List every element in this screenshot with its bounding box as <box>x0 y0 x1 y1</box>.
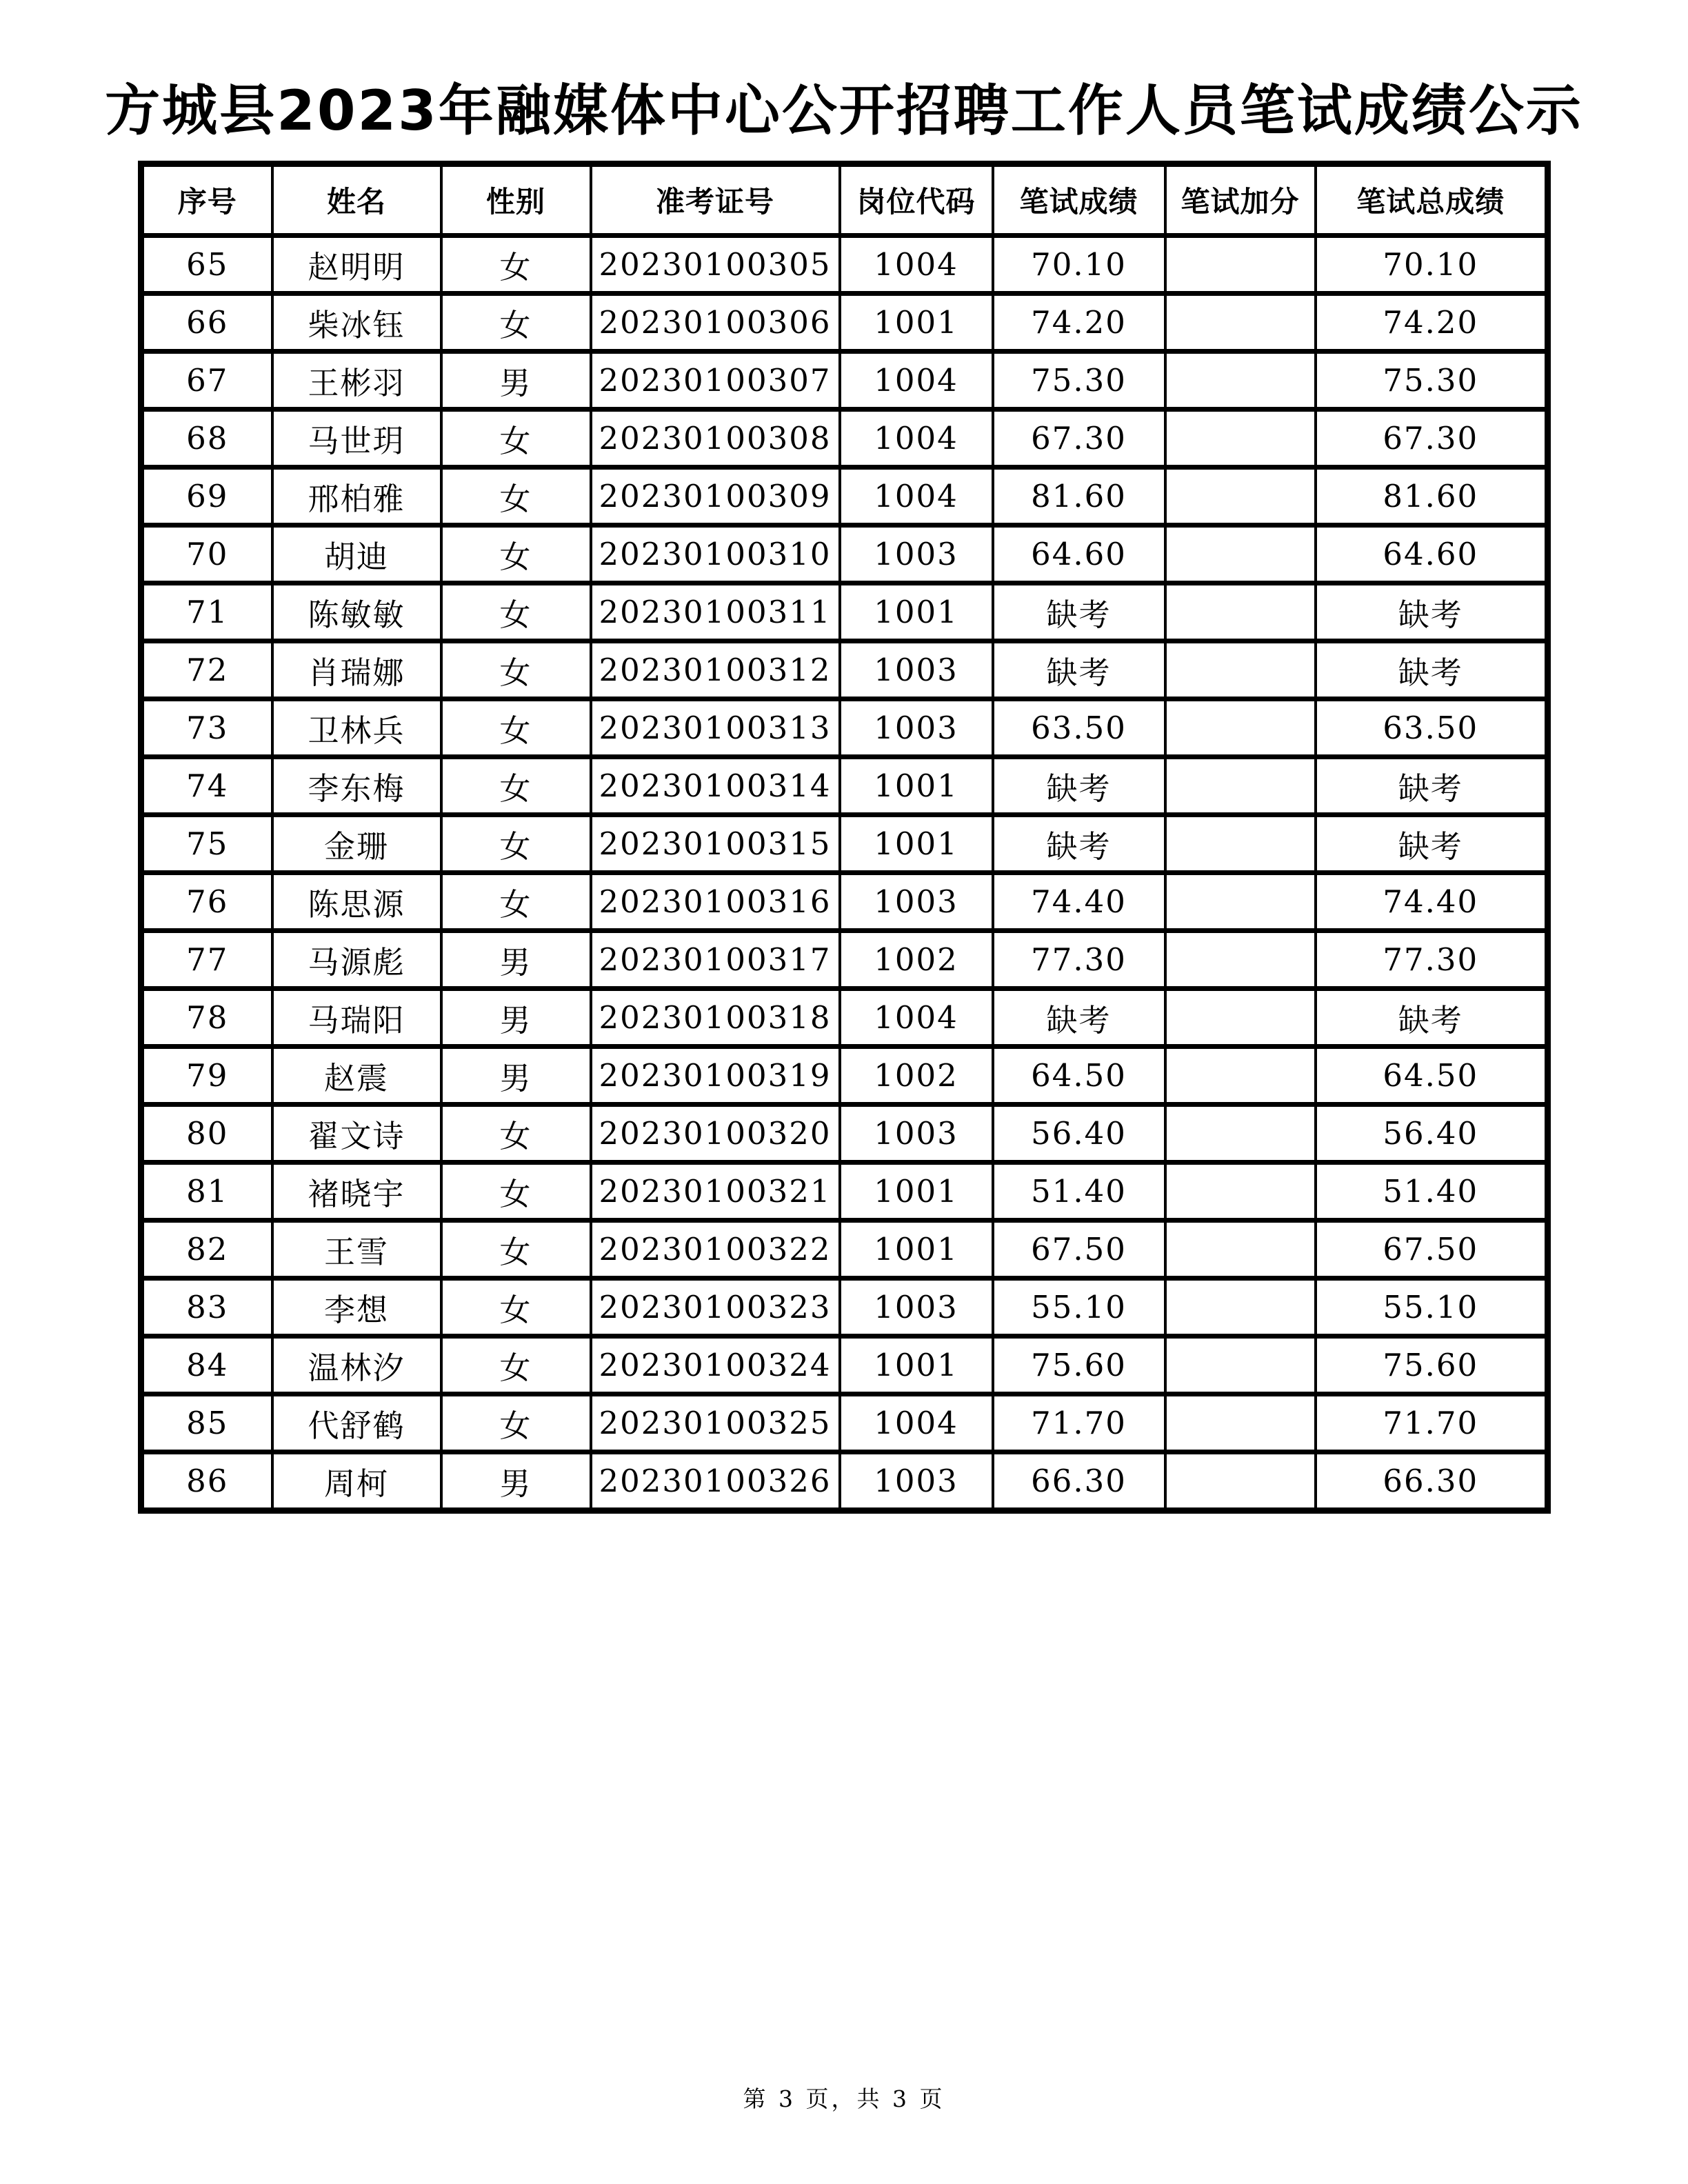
cell-bonus-points <box>1165 1221 1316 1279</box>
cell-index: 76 <box>141 873 272 931</box>
cell-gender: 女 <box>441 641 591 699</box>
cell-written-score: 75.30 <box>993 352 1165 410</box>
cell-name: 代舒鹤 <box>272 1394 441 1452</box>
cell-total-score: 缺考 <box>1316 641 1548 699</box>
cell-position-code: 1004 <box>840 468 993 525</box>
table-row <box>141 583 1548 641</box>
cell-position-code: 1003 <box>840 1105 993 1163</box>
cell-written-score: 63.50 <box>993 699 1165 757</box>
cell-gender: 女 <box>441 1279 591 1336</box>
cell-ticket-number: 20230100307 <box>591 352 840 410</box>
cell-bonus-points <box>1165 1105 1316 1163</box>
table-row <box>141 294 1548 352</box>
cell-index: 71 <box>141 583 272 641</box>
cell-bonus-points <box>1165 1047 1316 1105</box>
cell-bonus-points <box>1165 583 1316 641</box>
cell-gender: 女 <box>441 757 591 815</box>
table-row <box>141 410 1548 468</box>
cell-name: 肖瑞娜 <box>272 641 441 699</box>
cell-index: 78 <box>141 989 272 1047</box>
cell-total-score: 64.60 <box>1316 525 1548 583</box>
cell-position-code: 1003 <box>840 1452 993 1511</box>
cell-name: 李想 <box>272 1279 441 1336</box>
table-row <box>141 236 1548 294</box>
cell-bonus-points <box>1165 757 1316 815</box>
cell-position-code: 1003 <box>840 525 993 583</box>
cell-bonus-points <box>1165 641 1316 699</box>
column-header-written-score: 笔试成绩 <box>993 164 1165 236</box>
table-row <box>141 1047 1548 1105</box>
cell-gender: 女 <box>441 1394 591 1452</box>
cell-bonus-points <box>1165 815 1316 873</box>
cell-index: 67 <box>141 352 272 410</box>
table-row <box>141 873 1548 931</box>
cell-index: 83 <box>141 1279 272 1336</box>
table-row <box>141 1279 1548 1336</box>
cell-name: 王彬羽 <box>272 352 441 410</box>
cell-written-score: 75.60 <box>993 1336 1165 1394</box>
cell-ticket-number: 20230100325 <box>591 1394 840 1452</box>
cell-gender: 男 <box>441 1452 591 1511</box>
cell-gender: 男 <box>441 931 591 989</box>
cell-name: 马源彪 <box>272 931 441 989</box>
cell-gender: 男 <box>441 1047 591 1105</box>
cell-total-score: 67.30 <box>1316 410 1548 468</box>
cell-name: 赵明明 <box>272 236 441 294</box>
cell-ticket-number: 20230100317 <box>591 931 840 989</box>
cell-written-score: 71.70 <box>993 1394 1165 1452</box>
cell-written-score: 74.20 <box>993 294 1165 352</box>
cell-position-code: 1001 <box>840 1221 993 1279</box>
cell-total-score: 64.50 <box>1316 1047 1548 1105</box>
cell-position-code: 1003 <box>840 873 993 931</box>
cell-position-code: 1001 <box>840 1163 993 1221</box>
table-body <box>141 236 1548 1511</box>
cell-name: 马世玥 <box>272 410 441 468</box>
cell-position-code: 1004 <box>840 236 993 294</box>
cell-ticket-number: 20230100326 <box>591 1452 840 1511</box>
cell-gender: 女 <box>441 236 591 294</box>
cell-total-score: 67.50 <box>1316 1221 1548 1279</box>
cell-position-code: 1002 <box>840 1047 993 1105</box>
cell-ticket-number: 20230100305 <box>591 236 840 294</box>
cell-total-score: 77.30 <box>1316 931 1548 989</box>
cell-name: 胡迪 <box>272 525 441 583</box>
cell-total-score: 51.40 <box>1316 1163 1548 1221</box>
cell-name: 金珊 <box>272 815 441 873</box>
cell-bonus-points <box>1165 873 1316 931</box>
page-title: 方城县2023年融媒体中心公开招聘工作人员笔试成绩公示 <box>105 78 1583 143</box>
cell-ticket-number: 20230100316 <box>591 873 840 931</box>
cell-total-score: 75.60 <box>1316 1336 1548 1394</box>
table-row <box>141 699 1548 757</box>
cell-total-score: 缺考 <box>1316 583 1548 641</box>
cell-position-code: 1001 <box>840 583 993 641</box>
cell-bonus-points <box>1165 525 1316 583</box>
cell-index: 73 <box>141 699 272 757</box>
cell-position-code: 1001 <box>840 757 993 815</box>
cell-bonus-points <box>1165 699 1316 757</box>
table-row <box>141 1105 1548 1163</box>
cell-gender: 女 <box>441 468 591 525</box>
cell-name: 周柯 <box>272 1452 441 1511</box>
cell-index: 70 <box>141 525 272 583</box>
cell-name: 柴冰钰 <box>272 294 441 352</box>
column-header-index: 序号 <box>141 164 272 236</box>
table-row <box>141 468 1548 525</box>
cell-total-score: 70.10 <box>1316 236 1548 294</box>
cell-total-score: 缺考 <box>1316 989 1548 1047</box>
cell-total-score: 56.40 <box>1316 1105 1548 1163</box>
cell-bonus-points <box>1165 1336 1316 1394</box>
column-header-position-code: 岗位代码 <box>840 164 993 236</box>
table-row <box>141 641 1548 699</box>
cell-bonus-points <box>1165 410 1316 468</box>
table-row <box>141 989 1548 1047</box>
cell-ticket-number: 20230100309 <box>591 468 840 525</box>
cell-bonus-points <box>1165 294 1316 352</box>
cell-index: 81 <box>141 1163 272 1221</box>
cell-position-code: 1004 <box>840 410 993 468</box>
cell-index: 68 <box>141 410 272 468</box>
cell-position-code: 1004 <box>840 1394 993 1452</box>
cell-position-code: 1004 <box>840 989 993 1047</box>
table-row <box>141 931 1548 989</box>
cell-name: 翟文诗 <box>272 1105 441 1163</box>
cell-written-score: 81.60 <box>993 468 1165 525</box>
cell-gender: 女 <box>441 873 591 931</box>
table-header-row <box>141 164 1548 236</box>
table-row <box>141 1394 1548 1452</box>
column-header-ticket-number: 准考证号 <box>591 164 840 236</box>
cell-position-code: 1001 <box>840 815 993 873</box>
cell-bonus-points <box>1165 1394 1316 1452</box>
cell-name: 邢柏雅 <box>272 468 441 525</box>
cell-index: 84 <box>141 1336 272 1394</box>
cell-gender: 女 <box>441 583 591 641</box>
cell-total-score: 75.30 <box>1316 352 1548 410</box>
cell-written-score: 缺考 <box>993 583 1165 641</box>
cell-ticket-number: 20230100318 <box>591 989 840 1047</box>
cell-written-score: 55.10 <box>993 1279 1165 1336</box>
cell-name: 王雪 <box>272 1221 441 1279</box>
cell-ticket-number: 20230100322 <box>591 1221 840 1279</box>
cell-name: 陈思源 <box>272 873 441 931</box>
cell-name: 陈敏敏 <box>272 583 441 641</box>
page-number-footer: 第 3 页，共 3 页 <box>743 2085 945 2112</box>
cell-gender: 女 <box>441 1221 591 1279</box>
cell-written-score: 缺考 <box>993 757 1165 815</box>
cell-written-score: 64.50 <box>993 1047 1165 1105</box>
cell-total-score: 74.40 <box>1316 873 1548 931</box>
cell-index: 86 <box>141 1452 272 1511</box>
cell-ticket-number: 20230100310 <box>591 525 840 583</box>
cell-written-score: 64.60 <box>993 525 1165 583</box>
table-row <box>141 1221 1548 1279</box>
cell-gender: 男 <box>441 989 591 1047</box>
cell-total-score: 66.30 <box>1316 1452 1548 1511</box>
score-table <box>138 161 1551 1514</box>
cell-bonus-points <box>1165 1452 1316 1511</box>
cell-written-score: 74.40 <box>993 873 1165 931</box>
cell-total-score: 55.10 <box>1316 1279 1548 1336</box>
column-header-name: 姓名 <box>272 164 441 236</box>
column-header-total-score: 笔试总成绩 <box>1316 164 1548 236</box>
cell-gender: 男 <box>441 352 591 410</box>
cell-bonus-points <box>1165 1163 1316 1221</box>
table-row <box>141 1452 1548 1511</box>
cell-gender: 女 <box>441 1163 591 1221</box>
cell-gender: 女 <box>441 815 591 873</box>
cell-ticket-number: 20230100312 <box>591 641 840 699</box>
cell-index: 82 <box>141 1221 272 1279</box>
cell-index: 85 <box>141 1394 272 1452</box>
cell-position-code: 1001 <box>840 294 993 352</box>
cell-bonus-points <box>1165 468 1316 525</box>
cell-gender: 女 <box>441 1336 591 1394</box>
cell-gender: 女 <box>441 294 591 352</box>
table-row <box>141 1336 1548 1394</box>
cell-written-score: 缺考 <box>993 989 1165 1047</box>
cell-ticket-number: 20230100311 <box>591 583 840 641</box>
cell-written-score: 66.30 <box>993 1452 1165 1511</box>
cell-bonus-points <box>1165 352 1316 410</box>
cell-index: 77 <box>141 931 272 989</box>
cell-written-score: 67.50 <box>993 1221 1165 1279</box>
cell-total-score: 74.20 <box>1316 294 1548 352</box>
cell-written-score: 缺考 <box>993 815 1165 873</box>
cell-ticket-number: 20230100315 <box>591 815 840 873</box>
table-row <box>141 525 1548 583</box>
table-row <box>141 757 1548 815</box>
cell-position-code: 1002 <box>840 931 993 989</box>
cell-ticket-number: 20230100306 <box>591 294 840 352</box>
cell-ticket-number: 20230100314 <box>591 757 840 815</box>
cell-position-code: 1003 <box>840 641 993 699</box>
cell-index: 75 <box>141 815 272 873</box>
cell-ticket-number: 20230100320 <box>591 1105 840 1163</box>
cell-gender: 女 <box>441 1105 591 1163</box>
cell-written-score: 56.40 <box>993 1105 1165 1163</box>
cell-written-score: 70.10 <box>993 236 1165 294</box>
column-header-bonus-points: 笔试加分 <box>1165 164 1316 236</box>
cell-index: 66 <box>141 294 272 352</box>
cell-total-score: 63.50 <box>1316 699 1548 757</box>
cell-name: 褚晓宇 <box>272 1163 441 1221</box>
cell-name: 温林汐 <box>272 1336 441 1394</box>
cell-ticket-number: 20230100323 <box>591 1279 840 1336</box>
cell-bonus-points <box>1165 931 1316 989</box>
cell-position-code: 1001 <box>840 1336 993 1394</box>
cell-position-code: 1003 <box>840 1279 993 1336</box>
cell-index: 80 <box>141 1105 272 1163</box>
cell-gender: 女 <box>441 525 591 583</box>
cell-written-score: 51.40 <box>993 1163 1165 1221</box>
cell-written-score: 67.30 <box>993 410 1165 468</box>
cell-total-score: 缺考 <box>1316 815 1548 873</box>
cell-bonus-points <box>1165 236 1316 294</box>
table-row <box>141 352 1548 410</box>
cell-name: 赵震 <box>272 1047 441 1105</box>
table-header <box>141 164 1548 236</box>
cell-ticket-number: 20230100324 <box>591 1336 840 1394</box>
cell-index: 65 <box>141 236 272 294</box>
cell-bonus-points <box>1165 989 1316 1047</box>
column-header-gender: 性别 <box>441 164 591 236</box>
cell-bonus-points <box>1165 1279 1316 1336</box>
cell-written-score: 缺考 <box>993 641 1165 699</box>
cell-name: 卫林兵 <box>272 699 441 757</box>
cell-gender: 女 <box>441 410 591 468</box>
cell-index: 69 <box>141 468 272 525</box>
cell-total-score: 81.60 <box>1316 468 1548 525</box>
cell-index: 72 <box>141 641 272 699</box>
cell-ticket-number: 20230100313 <box>591 699 840 757</box>
cell-gender: 女 <box>441 699 591 757</box>
cell-index: 74 <box>141 757 272 815</box>
table-row <box>141 815 1548 873</box>
cell-ticket-number: 20230100308 <box>591 410 840 468</box>
cell-position-code: 1003 <box>840 699 993 757</box>
cell-ticket-number: 20230100319 <box>591 1047 840 1105</box>
cell-index: 79 <box>141 1047 272 1105</box>
cell-ticket-number: 20230100321 <box>591 1163 840 1221</box>
cell-written-score: 77.30 <box>993 931 1165 989</box>
cell-name: 李东梅 <box>272 757 441 815</box>
table-row <box>141 1163 1548 1221</box>
cell-name: 马瑞阳 <box>272 989 441 1047</box>
cell-position-code: 1004 <box>840 352 993 410</box>
cell-total-score: 71.70 <box>1316 1394 1548 1452</box>
cell-total-score: 缺考 <box>1316 757 1548 815</box>
